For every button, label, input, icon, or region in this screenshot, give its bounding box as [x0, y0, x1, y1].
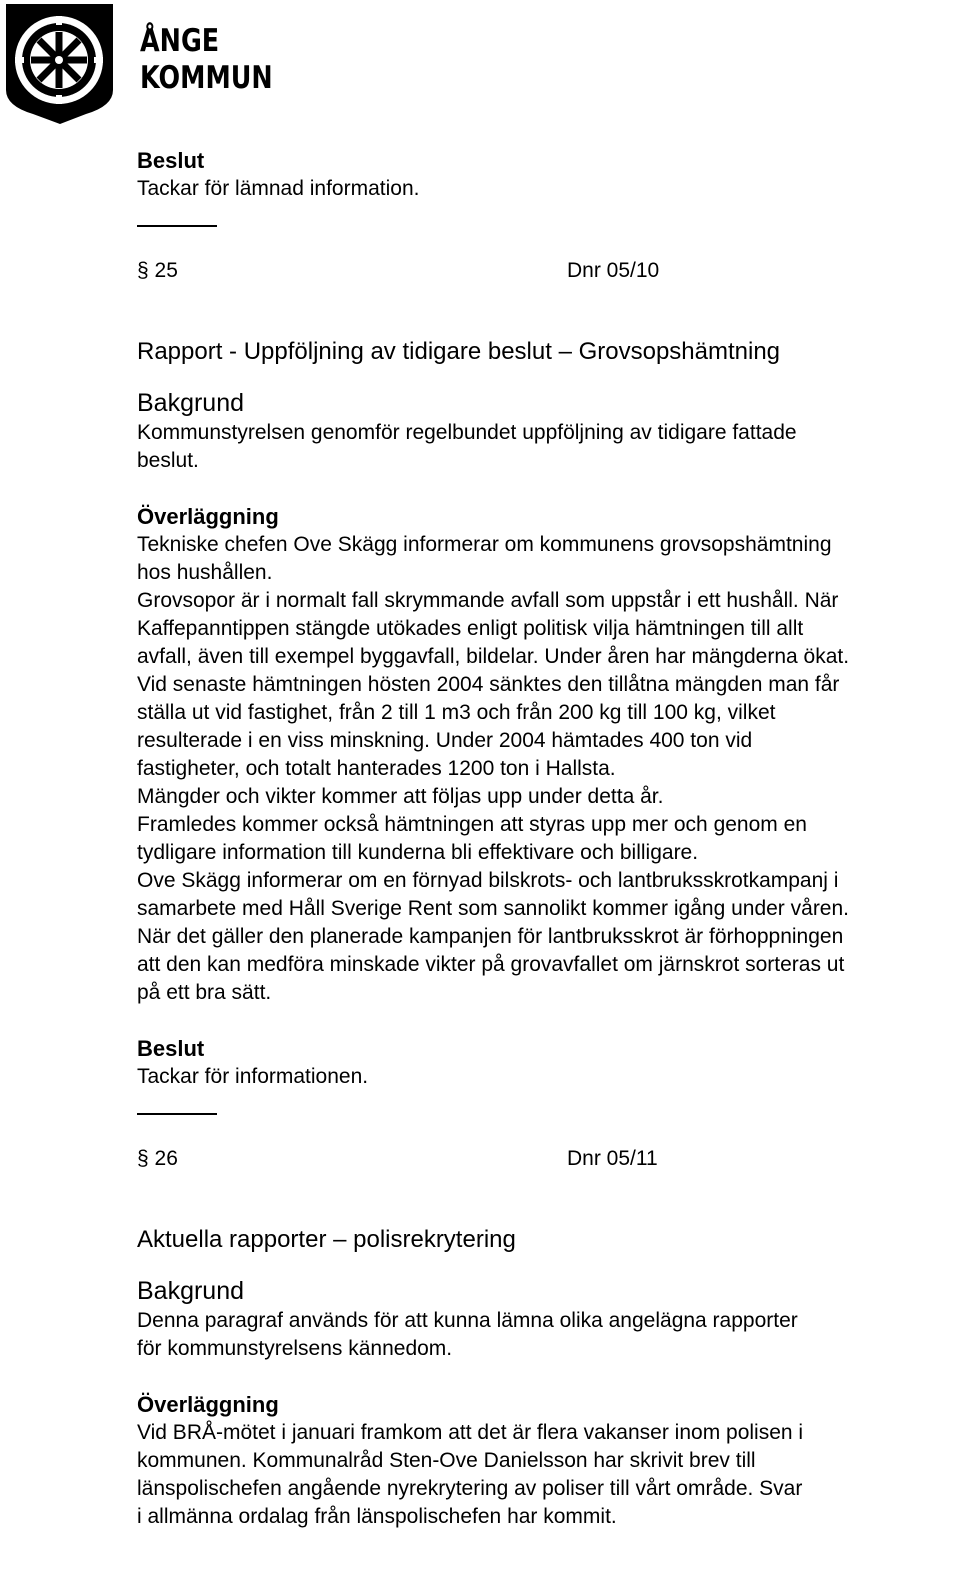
section-sign: § [137, 1147, 149, 1170]
beslut-text: Tackar för informationen. [137, 1065, 369, 1088]
kommun-crest-logo [2, 2, 117, 126]
overlaggning-line: avfall, även till exempel byggavfall, bildelar. Under åren har mängderna ökat. [137, 645, 850, 668]
overlaggning-line: Tekniske chefen Ove Skägg informerar om kommunens grovsopshämtning [137, 533, 832, 556]
overlaggning-line: Vid senaste hämtningen hösten 2004 sänktes den tillåtna mängden man får [137, 673, 840, 696]
paragraph-title: Rapport - Uppföljning av tidigare beslut – Grovsopshämtning [137, 338, 781, 365]
dnr: Dnr 05/11 [567, 1147, 658, 1170]
overlaggning-line: Grovsopor är i normalt fall skrymmande avfall som uppstår i ett hushåll. När [137, 589, 839, 612]
overlaggning-line: Framledes kommer också hämtningen att styras upp mer och genom en [137, 813, 807, 836]
overlaggning-line: När det gäller den planerade kampanjen för lantbruksskrot är förhoppningen [137, 925, 844, 948]
separator-line [137, 225, 217, 227]
beslut-heading: Beslut [137, 148, 205, 173]
overlaggning-line: hos hushållen. [137, 561, 273, 584]
overlaggning-line: kommunen. Kommunalråd Sten-Ove Danielsson har skrivit brev till [137, 1449, 756, 1472]
beslut-text: Tackar för lämnad information. [137, 177, 420, 200]
bakgrund-line: för kommunstyrelsens kännedom. [137, 1337, 453, 1360]
paragraph-title: Aktuella rapporter – polisrekrytering [137, 1226, 516, 1253]
paragraph-number-value: 26 [154, 1147, 178, 1170]
beslut-heading: Beslut [137, 1036, 205, 1061]
paragraph-header-25 [137, 257, 960, 285]
overlaggning-line: länspolischefen angående nyrekrytering av poliser till vårt område. Svar [137, 1477, 803, 1500]
overlaggning-line: i allmänna ordalag från länspolischefen har kommit. [137, 1505, 617, 1528]
overlaggning-line: på ett bra sätt. [137, 981, 272, 1004]
overlaggning-line: Ove Skägg informerar om en förnyad bilskrots- och lantbruksskrotkampanj i [137, 869, 839, 892]
dnr: Dnr 05/10 [567, 259, 660, 282]
paragraph-number-value: 25 [154, 259, 178, 282]
overlaggning-line: Mängder och vikter kommer att följas upp under detta år. [137, 785, 664, 808]
bakgrund-heading: Bakgrund [137, 389, 245, 417]
overlaggning-line: att den kan medföra minskade vikter på grovavfallet om järnskrot sorteras ut [137, 953, 845, 976]
overlaggning-line: Vid BRÅ-mötet i januari framkom att det är flera vakanser inom polisen i [137, 1421, 804, 1444]
bakgrund-heading: Bakgrund [137, 1277, 245, 1305]
brand-name-line1: ÅNGE [140, 23, 220, 59]
overlaggning-line: ställa ut vid fastighet, från 2 till 1 m3 och från 200 kg till 100 kg, vilket [137, 701, 776, 724]
overlaggning-line: Kaffepanntippen stängde utökades enligt politisk vilja hämtningen till allt [137, 617, 804, 640]
overlaggning-line: resulterade i en viss minskning. Under 2004 hämtades 400 ton vid [137, 729, 753, 752]
brand-name-line2: KOMMUN [140, 60, 273, 96]
section-sign: § [137, 259, 149, 282]
bakgrund-line: Kommunstyrelsen genomför regelbundet uppföljning av tidigare fattade [137, 421, 797, 444]
bakgrund-line: Denna paragraf används för att kunna lämna olika angelägna rapporter [137, 1309, 798, 1332]
overlaggning-line: fastigheter, och totalt hanterades 1200 ton i Hallsta. [137, 757, 616, 780]
document-body [137, 147, 960, 1531]
paragraph-header-26 [137, 1145, 960, 1173]
overlaggning-line: tydligare information till kunderna bli effektivare och billigare. [137, 841, 699, 864]
bakgrund-line: beslut. [137, 449, 199, 472]
overlaggning-heading: Överläggning [137, 504, 279, 529]
paragraph-number [137, 257, 567, 285]
overlaggning-line: samarbete med Håll Sverige Rent som sannolikt kommer igång under våren. [137, 897, 850, 920]
paragraph-number [137, 1145, 567, 1173]
overlaggning-heading: Överläggning [137, 1392, 279, 1417]
separator-line [137, 1113, 217, 1115]
